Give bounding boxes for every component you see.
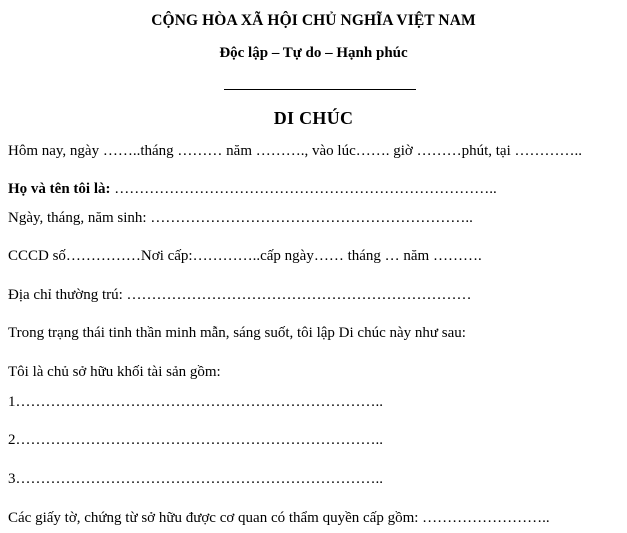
heading-divider <box>224 89 416 90</box>
ownership-documents-line: Các giấy tờ, chứng từ sở hữu được cơ quan có thẩm quyền cấp gồm: …………………….. <box>8 510 550 526</box>
motto-heading: Độc lập – Tự do – Hạnh phúc <box>219 45 408 61</box>
assets-intro-line: Tôi là chủ sở hữu khối tài sản gồm: <box>8 364 221 380</box>
full-name-line <box>8 181 497 198</box>
document-title: DI CHÚC <box>273 108 354 128</box>
asset-item-2: 2……………………………………………………………….. <box>8 432 383 448</box>
full-name-label: Họ và tên tôi là: <box>8 181 111 197</box>
nation-heading: CỘNG HÒA XÃ HỘI CHỦ NGHĨA VIỆT NAM <box>151 12 476 29</box>
declaration-line: Trong trạng thái tinh thần minh mẫn, sáng suốt, tôi lập Di chúc này như sau: <box>8 325 466 341</box>
full-name-blank: ………………………………………………………………….. <box>110 181 497 197</box>
permanent-address-line: Địa chỉ thường trú: …………………………………………………………… <box>8 287 472 303</box>
asset-item-3: 3……………………………………………………………….. <box>8 471 383 487</box>
date-place-line: Hôm nay, ngày ……..tháng ……… năm ………., vào lúc……. giờ ………phút, tại ………….. <box>8 143 582 159</box>
date-of-birth-line: Ngày, tháng, năm sinh: ……………………………………………………….. <box>8 210 473 226</box>
asset-item-1: 1……………………………………………………………….. <box>8 394 383 410</box>
id-card-line: CCCD số……………Nơi cấp:…………..cấp ngày…… tháng … năm ………. <box>8 248 482 264</box>
